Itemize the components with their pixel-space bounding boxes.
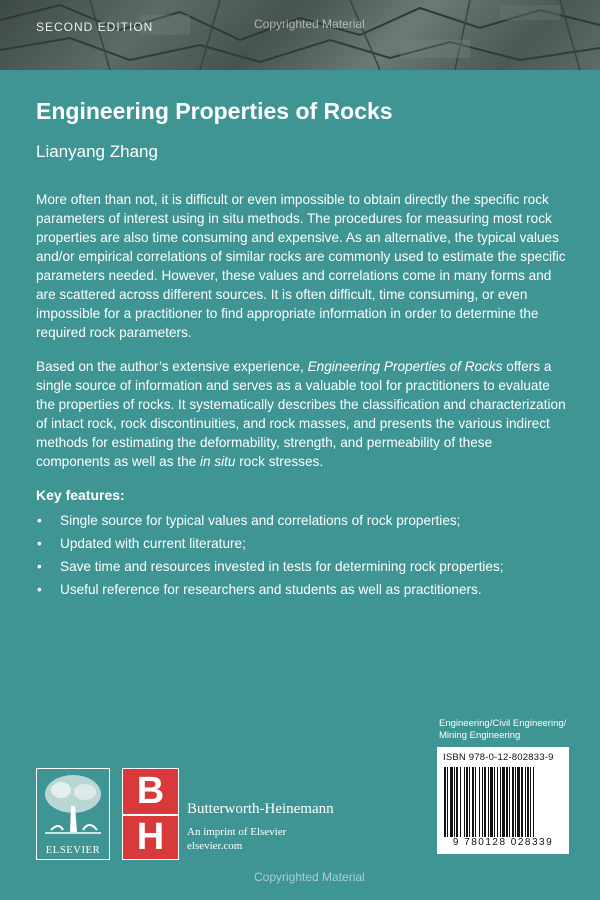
bh-logo-h: H — [136, 816, 165, 858]
bullet-icon: • — [37, 582, 42, 597]
subject-line-2: Mining Engineering — [439, 730, 521, 741]
barcode-bars-icon — [444, 767, 562, 837]
cover-photo-band — [0, 0, 600, 70]
book-title: Engineering Properties of Rocks — [36, 98, 393, 124]
rock-texture-image — [0, 0, 600, 70]
publisher-info — [187, 800, 334, 853]
paragraph2-part3: rock stresses. — [235, 454, 324, 469]
elsevier-tree-icon — [41, 772, 105, 838]
watermark-top: Copyrighted Material — [254, 17, 365, 31]
publisher-name: Butterworth-Heinemann — [187, 801, 334, 817]
key-feature-text: Single source for typical values and correlations of rock properties; — [60, 513, 461, 528]
elsevier-logo — [36, 768, 110, 860]
bh-logo-b: B — [136, 770, 165, 812]
paragraph2-part1: Based on the author’s extensive experience, — [36, 359, 308, 374]
paragraph2-book-title: Engineering Properties of Rocks — [307, 359, 503, 374]
key-feature-text: Updated with current literature; — [60, 536, 246, 551]
description-paragraph-1: More often than not, it is difficult or even impossible to obtain directly the specific rock parameters of interest using in situ methods. The procedures for measuring most rock properties are also time consuming and expensive. As an alternative, the typical values and/or empirical correlations of similar rocks are commonly used to estimate the specific parameters needed. However, these values and correlations come in many forms and are scattered across different sources. It is often difficult, time consuming, or even impossible for a practitioner to find appropriate information in order to determine the required rock parameters. — [36, 192, 566, 340]
publisher-website: elsevier.com — [187, 840, 243, 852]
elsevier-wordmark: ELSEVIER — [45, 845, 101, 856]
key-feature-item — [36, 578, 576, 601]
key-feature-text: Useful reference for researchers and students as well as practitioners. — [60, 582, 482, 597]
description-paragraph-2 — [36, 357, 566, 471]
publisher-imprint: An imprint of Elsevier — [187, 826, 287, 838]
isbn-barcode — [437, 747, 569, 854]
key-features-heading: Key features: — [36, 487, 125, 503]
isbn-number: ISBN 978-0-12-802833-9 — [443, 752, 554, 763]
bullet-icon: • — [37, 559, 42, 574]
key-feature-item — [36, 555, 576, 578]
bullet-icon: • — [37, 513, 42, 528]
key-feature-text: Save time and resources invested in tests for determining rock properties; — [60, 559, 504, 574]
key-feature-item — [36, 532, 576, 555]
paragraph2-part2: offers a single source of information and serves as a valuable tool for practitioners to evaluate the properties of rocks. It systematically describes the classification and characterization of intact rock, rock discontinuities, and rock masses, and presents the various indirect methods for estimating the deformability, strength, and permeability of these components as well as the — [36, 359, 566, 469]
paragraph2-in-situ: in situ — [199, 454, 236, 469]
subject-line-1: Engineering/Civil Engineering/ — [439, 718, 567, 729]
edition-label: SECOND EDITION — [36, 20, 154, 34]
barcode-digits: 9 780128 028339 — [452, 837, 554, 848]
subject-category — [439, 718, 579, 742]
butterworth-heinemann-logo — [122, 768, 179, 860]
key-feature-item — [36, 509, 576, 532]
book-author: Lianyang Zhang — [36, 142, 158, 161]
watermark-bottom: Copyrighted Material — [254, 870, 365, 884]
bullet-icon: • — [37, 536, 42, 551]
key-features-list — [36, 509, 576, 601]
